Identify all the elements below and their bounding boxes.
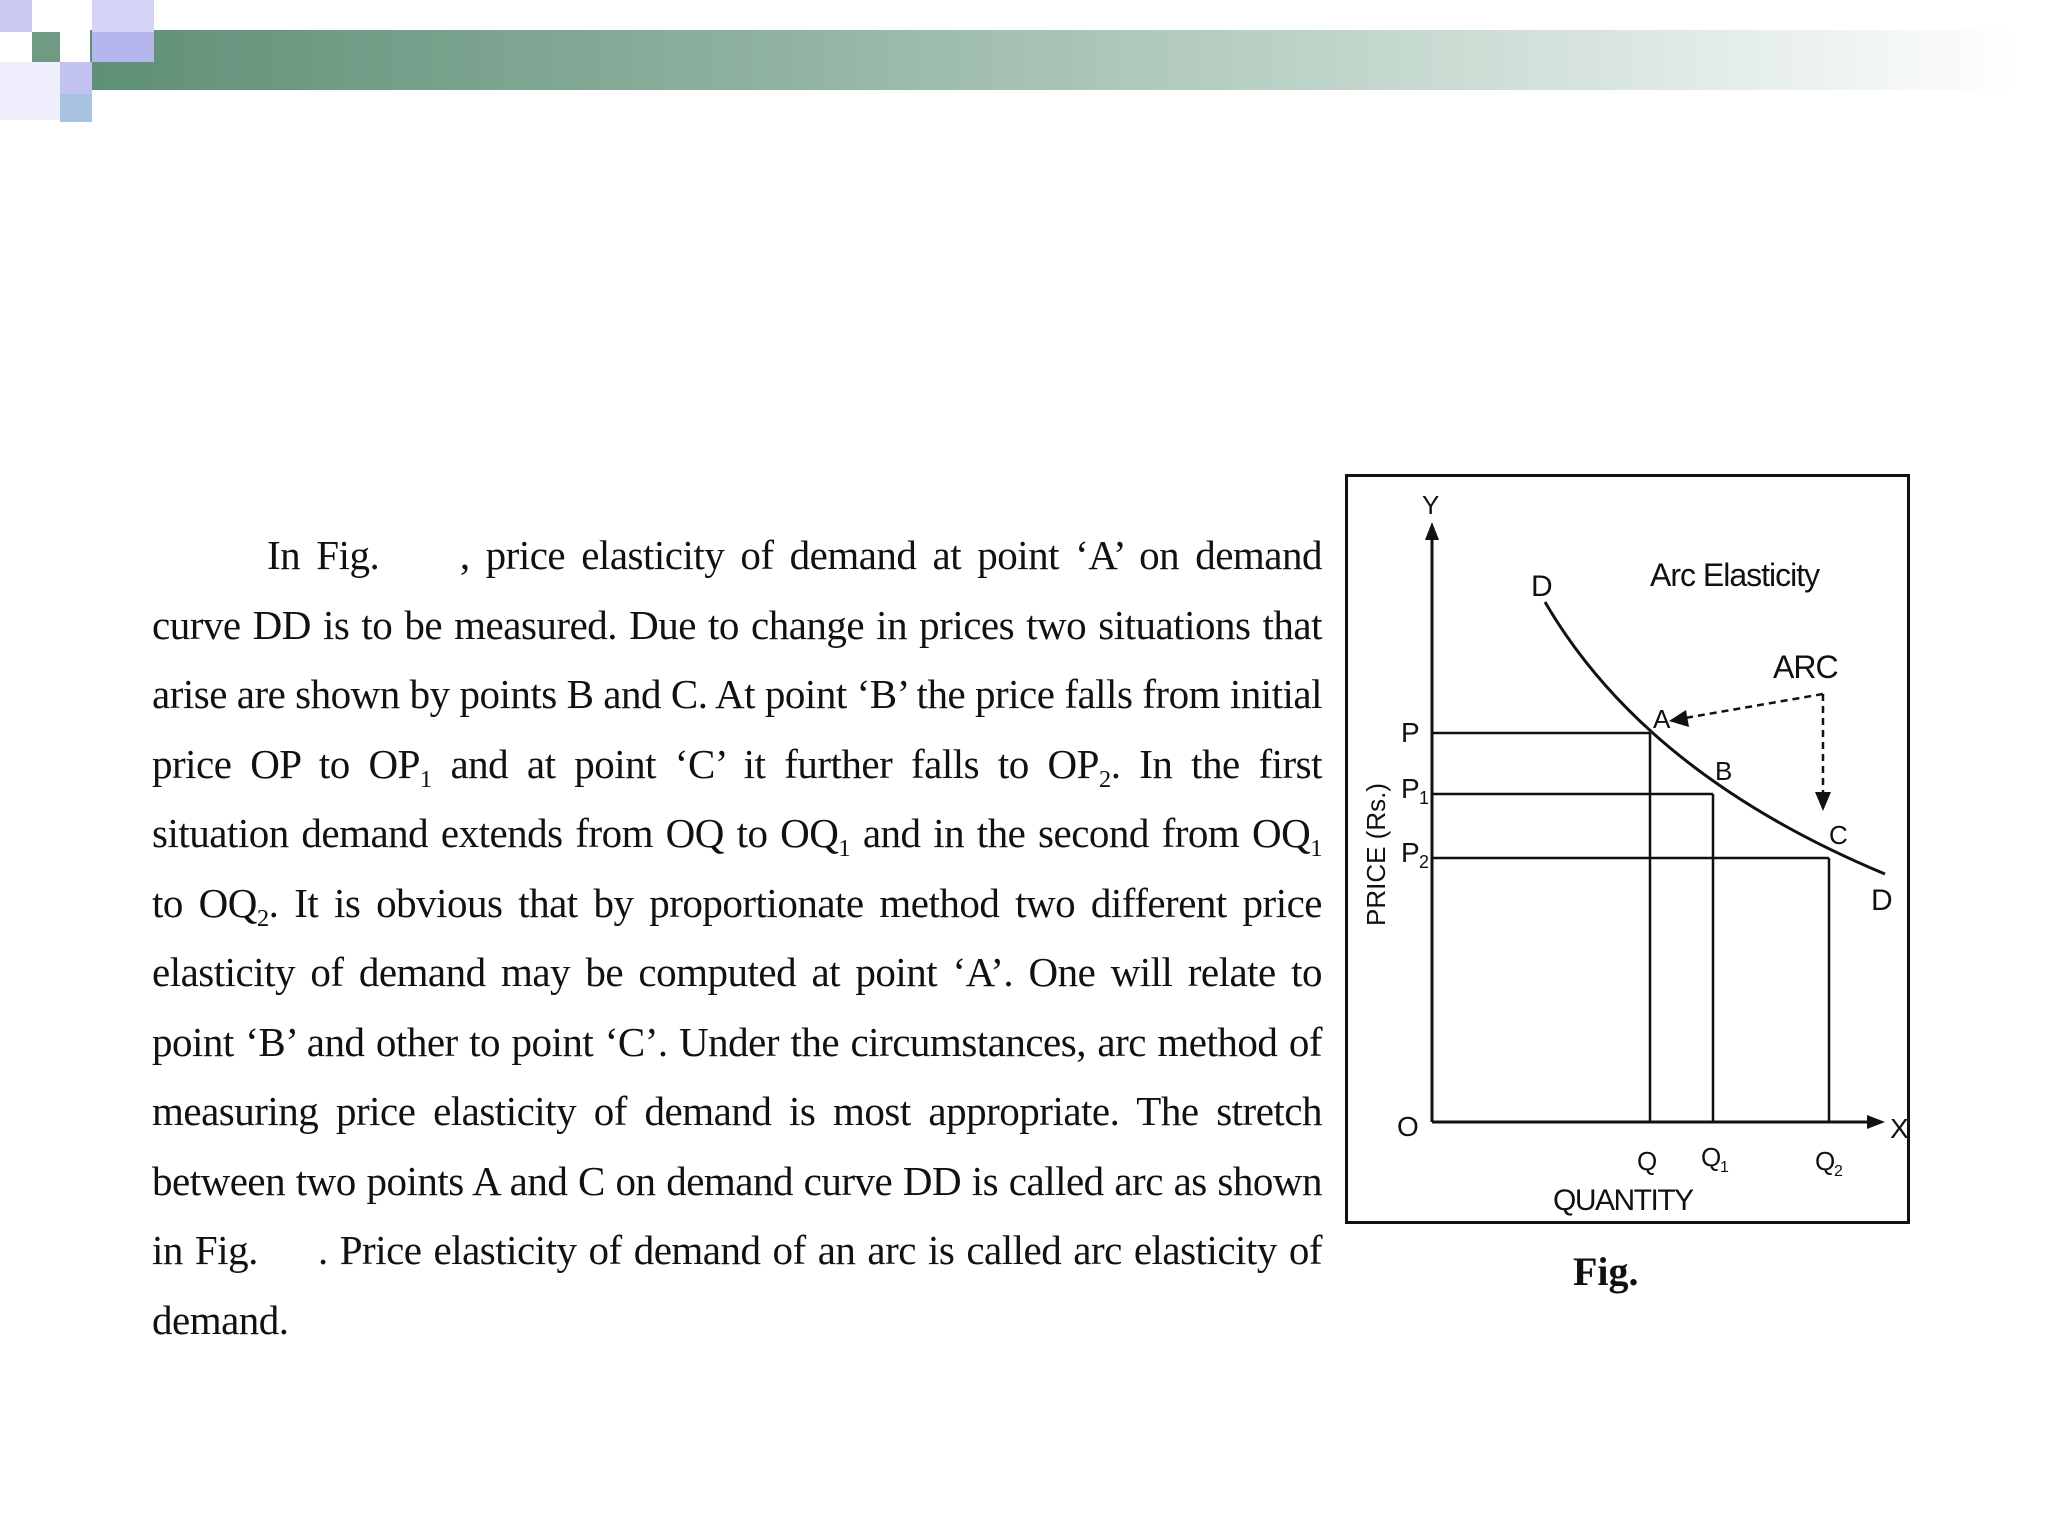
price-label-p1: P bbox=[1401, 773, 1420, 804]
text-run: . In the first situation demand extends from OQ to OQ bbox=[152, 740, 1323, 856]
y-axis-letter: Y bbox=[1422, 490, 1440, 520]
text-run: In Fig. bbox=[267, 532, 380, 578]
point-c-label: C bbox=[1829, 820, 1848, 850]
text-run: and at point ‘C’ it further falls to OP bbox=[431, 740, 1099, 787]
arc-arrowhead-a bbox=[1669, 710, 1689, 727]
y-axis-title: PRICE (Rs.) bbox=[1361, 783, 1391, 926]
curve-label-top: D bbox=[1531, 570, 1553, 603]
header-decor-square bbox=[32, 32, 60, 62]
text-run: , price elasticity of demand at point ‘A’ on demand curve DD is to be measured. Due to change in prices two situations that arise are shown by points B and C. At point ‘B’ the price falls from initial price OP to OP bbox=[152, 532, 1322, 787]
arc-arrowhead-c bbox=[1815, 792, 1831, 811]
header-gradient-bar bbox=[90, 30, 2020, 90]
figure-title: Arc Elasticity bbox=[1650, 557, 1820, 593]
text-run: to OQ bbox=[152, 879, 257, 926]
quantity-label-q1-sub: 1 bbox=[1720, 1159, 1729, 1176]
arc-arrow-left bbox=[1685, 694, 1823, 718]
y-axis-arrow bbox=[1425, 522, 1439, 540]
header-decor-square bbox=[92, 32, 154, 62]
price-label-p2: P bbox=[1401, 837, 1420, 868]
x-axis-title: QUANTITY bbox=[1553, 1184, 1693, 1217]
header-decor-square bbox=[0, 0, 32, 32]
point-b-label: B bbox=[1715, 756, 1733, 786]
text-run: and in the second from OQ bbox=[850, 810, 1311, 856]
point-a-label: A bbox=[1653, 704, 1671, 734]
x-axis-letter: X bbox=[1890, 1113, 1909, 1144]
quantity-label-q1: Q bbox=[1701, 1142, 1722, 1172]
text-run: . Price elasticity of demand of an arc is called arc elasticity of demand. bbox=[152, 1227, 1322, 1343]
header-decor-square bbox=[92, 0, 154, 32]
price-label-p: P bbox=[1401, 717, 1420, 748]
subscript: 2 bbox=[256, 904, 269, 932]
arc-elasticity-diagram bbox=[1345, 474, 1910, 1224]
quantity-label-q2-sub: 2 bbox=[1834, 1163, 1843, 1180]
body-paragraph bbox=[152, 521, 1322, 1355]
subscript: 1 bbox=[838, 835, 851, 863]
subscript: 1 bbox=[1310, 835, 1322, 863]
text-run: . It is obvious that by proportionate method two different price elasticity of demand may be computed at point ‘A’. One will relate to point ‘B’ and other to point ‘C’. Under the circumstances, arc method of measuring price elasticity of demand is most appropriate. The stretch between two points A and C on demand curve DD is called arc as shown in Fig. bbox=[152, 879, 1322, 1273]
price-label-p1-sub: 1 bbox=[1419, 788, 1430, 808]
quantity-label-q: Q bbox=[1637, 1146, 1658, 1176]
x-axis-arrow bbox=[1867, 1115, 1885, 1129]
header-decor-square bbox=[0, 62, 60, 120]
curve-label-bottom: D bbox=[1871, 884, 1893, 917]
subscript: 2 bbox=[1098, 765, 1111, 793]
figure-caption: Fig. bbox=[1573, 1249, 1639, 1294]
price-label-p2-sub: 2 bbox=[1419, 852, 1430, 872]
quantity-label-q2: Q bbox=[1815, 1146, 1836, 1176]
arc-label: ARC bbox=[1773, 649, 1838, 685]
header-decor-square bbox=[60, 94, 92, 122]
origin-label: O bbox=[1397, 1111, 1419, 1142]
header-decor-square bbox=[60, 62, 92, 94]
subscript: 1 bbox=[419, 765, 432, 793]
